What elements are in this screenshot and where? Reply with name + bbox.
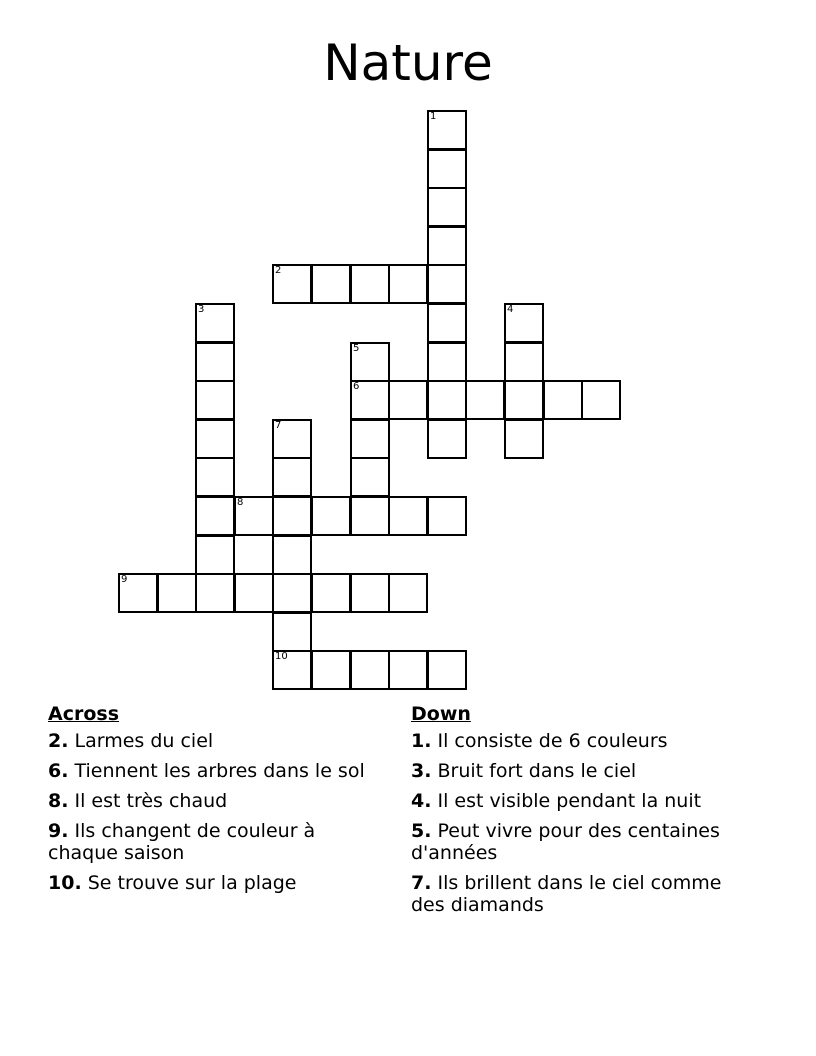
across-heading: Across bbox=[48, 703, 120, 725]
grid-cell[interactable] bbox=[465, 380, 505, 420]
grid-cell[interactable] bbox=[388, 573, 428, 613]
grid-cell[interactable] bbox=[195, 535, 235, 575]
grid-cell[interactable] bbox=[504, 419, 544, 459]
grid-cell[interactable] bbox=[195, 419, 235, 459]
clue-text: Bruit fort dans le ciel bbox=[437, 760, 637, 782]
down-clue bbox=[411, 760, 751, 782]
grid-cell[interactable] bbox=[272, 264, 312, 304]
grid-cell[interactable] bbox=[543, 380, 583, 420]
clue-number: 10. bbox=[48, 872, 82, 894]
clue-number: 9. bbox=[48, 820, 69, 842]
clue-number: 5. bbox=[411, 820, 432, 842]
grid-cell[interactable] bbox=[427, 303, 467, 343]
grid-cell[interactable] bbox=[350, 496, 390, 536]
grid-cell[interactable] bbox=[504, 380, 544, 420]
grid-cell[interactable] bbox=[195, 342, 235, 382]
clue-number: 3. bbox=[411, 760, 432, 782]
grid-cell[interactable] bbox=[427, 226, 467, 266]
cell-number: 2 bbox=[275, 265, 282, 276]
grid-cell[interactable] bbox=[350, 342, 390, 382]
clue-number: 2. bbox=[48, 730, 69, 752]
grid-cell[interactable] bbox=[195, 496, 235, 536]
down-clue bbox=[411, 872, 751, 916]
grid-cell[interactable] bbox=[350, 457, 390, 497]
grid-cell[interactable] bbox=[118, 573, 158, 613]
grid-cell[interactable] bbox=[195, 380, 235, 420]
grid-cell[interactable] bbox=[388, 650, 428, 690]
grid-cell[interactable] bbox=[272, 419, 312, 459]
grid-cell[interactable] bbox=[311, 573, 351, 613]
down-clues bbox=[411, 702, 751, 924]
grid-cell[interactable] bbox=[427, 496, 467, 536]
grid-cell[interactable] bbox=[311, 650, 351, 690]
clue-text: Il consiste de 6 couleurs bbox=[437, 730, 668, 752]
across-clue bbox=[48, 760, 388, 782]
grid-cell[interactable] bbox=[427, 187, 467, 227]
clue-text: Ils brillent dans le ciel comme des diamands bbox=[411, 872, 722, 916]
down-clue bbox=[411, 820, 751, 864]
grid-cell[interactable] bbox=[350, 380, 390, 420]
down-heading: Down bbox=[411, 703, 471, 725]
grid-cell[interactable] bbox=[427, 264, 467, 304]
grid-cell[interactable] bbox=[427, 149, 467, 189]
grid-cell[interactable] bbox=[272, 650, 312, 690]
clue-number: 7. bbox=[411, 872, 432, 894]
grid-cell[interactable] bbox=[388, 496, 428, 536]
down-clue bbox=[411, 730, 751, 752]
grid-cell[interactable] bbox=[350, 573, 390, 613]
clue-number: 6. bbox=[48, 760, 69, 782]
grid-cell[interactable] bbox=[195, 457, 235, 497]
grid-cell[interactable] bbox=[272, 457, 312, 497]
cell-number: 5 bbox=[353, 343, 360, 354]
grid-cell[interactable] bbox=[195, 573, 235, 613]
page-title: Nature bbox=[323, 34, 493, 92]
grid-cell[interactable] bbox=[427, 110, 467, 150]
clue-text: Peut vivre pour des centaines d'années bbox=[411, 820, 720, 864]
grid-cell[interactable] bbox=[388, 380, 428, 420]
clue-text: Se trouve sur la plage bbox=[87, 872, 297, 894]
clue-number: 8. bbox=[48, 790, 69, 812]
grid-cell[interactable] bbox=[427, 380, 467, 420]
grid-cell[interactable] bbox=[350, 419, 390, 459]
grid-cell[interactable] bbox=[504, 342, 544, 382]
clue-text: Il est visible pendant la nuit bbox=[437, 790, 702, 812]
across-clue bbox=[48, 872, 388, 894]
cell-number: 4 bbox=[507, 304, 514, 315]
clue-number: 4. bbox=[411, 790, 432, 812]
grid-cell[interactable] bbox=[427, 342, 467, 382]
cell-number: 8 bbox=[237, 497, 244, 508]
grid-cell[interactable] bbox=[581, 380, 621, 420]
clue-text: Tiennent les arbres dans le sol bbox=[74, 760, 365, 782]
grid-cell[interactable] bbox=[427, 419, 467, 459]
across-clue bbox=[48, 820, 388, 864]
grid-cell[interactable] bbox=[272, 535, 312, 575]
grid-cell[interactable] bbox=[388, 264, 428, 304]
across-clues bbox=[48, 702, 388, 902]
grid-cell[interactable] bbox=[272, 573, 312, 613]
clue-number: 1. bbox=[411, 730, 432, 752]
grid-cell[interactable] bbox=[311, 496, 351, 536]
down-clue bbox=[411, 790, 751, 812]
grid-cell[interactable] bbox=[311, 264, 351, 304]
grid-cell[interactable] bbox=[195, 303, 235, 343]
clue-text: Larmes du ciel bbox=[74, 730, 214, 752]
cell-number: 1 bbox=[430, 111, 437, 122]
cell-number: 3 bbox=[198, 304, 205, 315]
grid-cell[interactable] bbox=[272, 496, 312, 536]
cell-number: 6 bbox=[353, 381, 360, 392]
clue-text: Il est très chaud bbox=[74, 790, 228, 812]
grid-cell[interactable] bbox=[504, 303, 544, 343]
cell-number: 9 bbox=[121, 574, 128, 585]
across-clue bbox=[48, 730, 388, 752]
grid-cell[interactable] bbox=[350, 650, 390, 690]
across-clue bbox=[48, 790, 388, 812]
grid-cell[interactable] bbox=[157, 573, 197, 613]
clue-text: Ils changent de couleur à chaque saison bbox=[48, 820, 316, 864]
grid-cell[interactable] bbox=[234, 573, 274, 613]
cell-number: 7 bbox=[275, 420, 282, 431]
grid-cell[interactable] bbox=[234, 496, 274, 536]
cell-number: 10 bbox=[275, 651, 288, 662]
grid-cell[interactable] bbox=[350, 264, 390, 304]
grid-cell[interactable] bbox=[427, 650, 467, 690]
grid-cell[interactable] bbox=[272, 612, 312, 652]
